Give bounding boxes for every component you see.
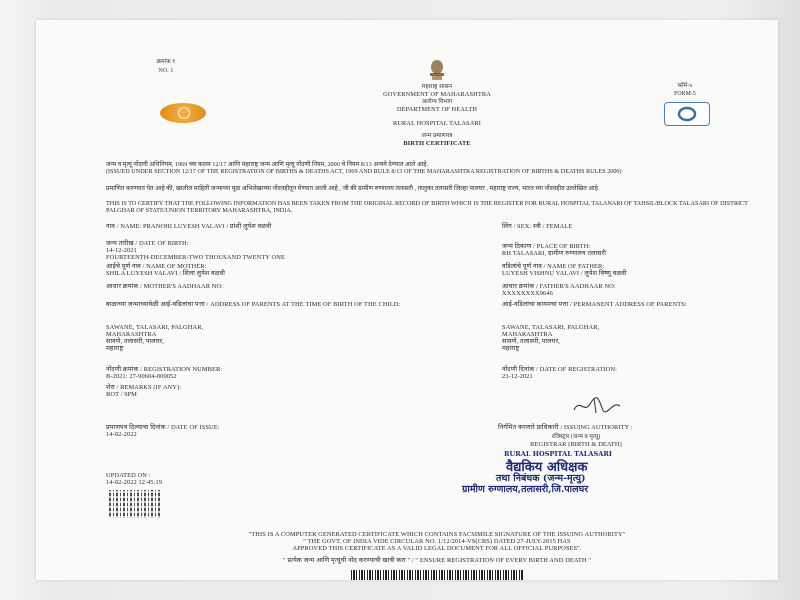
addr-birth-en-2: MAHARASHTRA — [106, 331, 157, 338]
serial-marathi: क्रमांक १ — [156, 59, 176, 65]
footer-line-1: "THIS IS A COMPUTER GENERATED CERTIFICATE WHICH CONTAINS FACSIMILE SIGNATURE OF THE ISSUING AUTHORITY" — [248, 531, 626, 538]
dob-value: 14-12-2021 — [106, 247, 137, 254]
addr-perm-mr-2: महाराष्ट्र — [502, 345, 520, 352]
intro-marathi-2: प्रमाणित करण्यात येत आहे की, खालील माहिती जन्माच्या मूळ अभिलेखाच्या नोंदवहीतून घेण्यात आली आहे , जी की ग्रामीण रुग्णालय तलासरी , तालुका तलासरी जिल्हा पालघर , महाराष्ट्र राज्य, भारत च्या नोंदवहीत उल्लेखित आहे. — [106, 185, 600, 192]
regno-label: नोंदणी क्रमांक / REGISTRATION NUMBER: — [106, 366, 223, 373]
intro-marathi-1: जन्म व मृत्यू नोंदणी अधिनियम, 1969 च्या कलम 12/17 आणि महाराष्ट्र जन्म आणि मृत्यू नोंदणी नियम, 2000 चे नियम 8/13 अन्वये देण्यात आले आहे. — [106, 161, 429, 168]
remarks-label: शेरा / REMARKS (IF ANY): — [106, 384, 182, 391]
addr-birth-mr-2: महाराष्ट्र — [106, 345, 124, 352]
authority-label: निर्गमित करणारे प्राधिकारी / ISSUING AUTHORITY : — [498, 424, 633, 431]
dob-words: FOURTEENTH-DECEMBER-TWO THOUSAND TWENTY ONE — [106, 254, 285, 261]
qr-code-icon — [109, 490, 161, 518]
intro-english-2: THIS IS TO CERTIFY THAT THE FOLLOWING INFORMATION HAS BEEN TAKEN FROM THE ORIGINAL RECORD OF BIRTH WHICH IS THE REGISTER FOR RURAL HOSPITAL TALANARI OF TAHSIL/BLOCK TALASARI OF DISTRICT PALGHAR OF STATE/UNION TERRITORY MAHARASHTRA, INDIA. — [106, 200, 748, 214]
stamp-subtitle: तथा निबंधक (जन्म-मृत्यु) — [496, 473, 586, 484]
form-marathi: फॉर्म-५ — [677, 83, 693, 89]
dept-title-marathi: आरोग्य विभाग — [421, 99, 453, 105]
gov-title-marathi: महाराष्ट्र शासन — [421, 84, 453, 90]
updated-label: UPDATED ON : — [106, 472, 151, 479]
mother-aadhaar-label: आधार क्रमांक / MOTHER'S AADHAAR NO: — [106, 283, 224, 290]
mother-label: आईचे पूर्ण नाव / NAME OF MOTHER: — [106, 263, 207, 270]
regdate-label: नोंदणी दिनांक / DATE OF REGISTRATION: — [502, 366, 617, 373]
form-number: FORM-5 — [674, 91, 696, 97]
addr-birth-label: बाळाच्या जन्माच्यावेळी आई-वडिलांचा पत्ता / ADDRESS OF PARENTS AT THE TIME OF BIRTH OF THE CHILD: — [106, 301, 401, 308]
father-aadhaar-label: आधार क्रमांक / FATHER'S AADHAAR NO: — [502, 283, 616, 290]
state-emblem-icon — [426, 58, 448, 82]
father-value: LUYESH VISHNU VALAVI / लुयेश विष्णू वळवी — [502, 270, 627, 277]
stamp-title: वैद्यकिय अधिक्षक — [506, 460, 588, 475]
child-name: नाव / NAME: PRANOHI LUYESH VALAVI / प्रांशी लुयेश वळवी — [106, 223, 272, 230]
dept-title: DEPARTMENT OF HEALTH — [396, 106, 478, 113]
stamp-hospital: RURAL HOSPITAL TALASARI — [504, 450, 612, 458]
remarks-value: BOT / 9PM — [106, 391, 137, 398]
authority-english: REGISTRAR (BIRTH & DEATH) — [530, 441, 622, 448]
regno-value: B-2021: 27-90604-000052 — [106, 373, 177, 380]
gov-title: GOVERNMENT OF MAHARASHTRA — [383, 91, 491, 98]
addr-perm-label: आई-वडिलांचा कायमचा पत्ता / PERMANENT ADDRESS OF PARENTS: — [502, 301, 687, 308]
addr-birth-mr-1: सावणे, तलासरी, पालघर, — [106, 338, 164, 345]
serial-number: NO. 1 — [158, 68, 174, 74]
addr-birth-en-1: SAWANE, TALASARI, PALGHAR, — [106, 324, 204, 331]
maharashtra-seal-icon — [160, 103, 206, 123]
issue-label: प्रमाणपत्र दिल्याचा दिनांक / DATE OF ISSUE: — [106, 424, 220, 431]
addr-perm-en-2: MAHARASHTRA — [502, 331, 553, 338]
footer-line-3: APPROVED THIS CERTIFICATE AS A VALID LEGAL DOCUMENT FOR ALL OFFICIAL PURPOSES". — [292, 545, 582, 552]
cert-title-marathi: जन्म प्रमाणपत्र — [421, 133, 453, 139]
updated-value: 14-02-2022 12:45:19 — [106, 479, 163, 486]
pob-label: जन्म ठिकाण / PLACE OF BIRTH: — [502, 243, 591, 250]
form-logo-icon — [664, 102, 710, 126]
dob-label: जन्म तारीख / DATE OF BIRTH: — [106, 240, 189, 247]
birth-certificate — [36, 20, 778, 580]
intro-english-1: (ISSUED UNDER SECTION 12/17 OF THE REGISTRATION OF BIRTHS & DEATHS ACT, 1969 AND RULE 8/13 OF THE MAHARASHTRA REGISTRATION OF BIRTHS & DEATHS RULES 2000) — [106, 168, 622, 175]
footer-line-4: " प्रत्येक जन्म आणि मृत्यूची नोंद करण्याची खात्री करा " / " ENSURE REGISTRATION OF EVERY BIRTH AND DEATH " — [283, 557, 591, 564]
hospital-name: RURAL HOSPITAL TALASARI — [392, 120, 482, 127]
father-label: वडिलांचे पूर्ण नाव / NAME OF FATHER: — [502, 263, 605, 270]
addr-perm-en-1: SAWANE, TALASARI, PALGHAR, — [502, 324, 600, 331]
issue-value: 14-02-2022 — [106, 431, 137, 438]
cert-title: BIRTH CERTIFICATE — [403, 140, 471, 147]
addr-perm-mr-1: सावणे, तलासरी, पालघर, — [502, 338, 560, 345]
authority-marathi: रजिस्ट्रार (जन्म व मृत्यू) — [551, 434, 601, 440]
stamp-address: ग्रामीण रुग्णालय,तलासरी,जि.पालघर — [462, 484, 589, 495]
father-aadhaar-value: XXXXXXXX9646 — [502, 290, 553, 297]
footer-line-2: " THE GOVT. OF INDIA VIDE CIRCULAR NO. 1/12/2014-VS(CRS) DATED 27-JULY-2015 HAS — [303, 538, 571, 545]
sex-value: लिंग / SEX: स्त्री / FEMALE — [502, 223, 573, 230]
signature-icon — [572, 394, 622, 416]
barcode-icon — [351, 570, 523, 580]
regdate-value: 23-12-2021 — [502, 373, 533, 380]
mother-value: SHILA LUYESH VALAVI / शिला लुयेश वळवी — [106, 270, 225, 277]
pob-value: RH TALASARI, ग्रामीण रुग्णालय तलासरी — [502, 250, 607, 257]
